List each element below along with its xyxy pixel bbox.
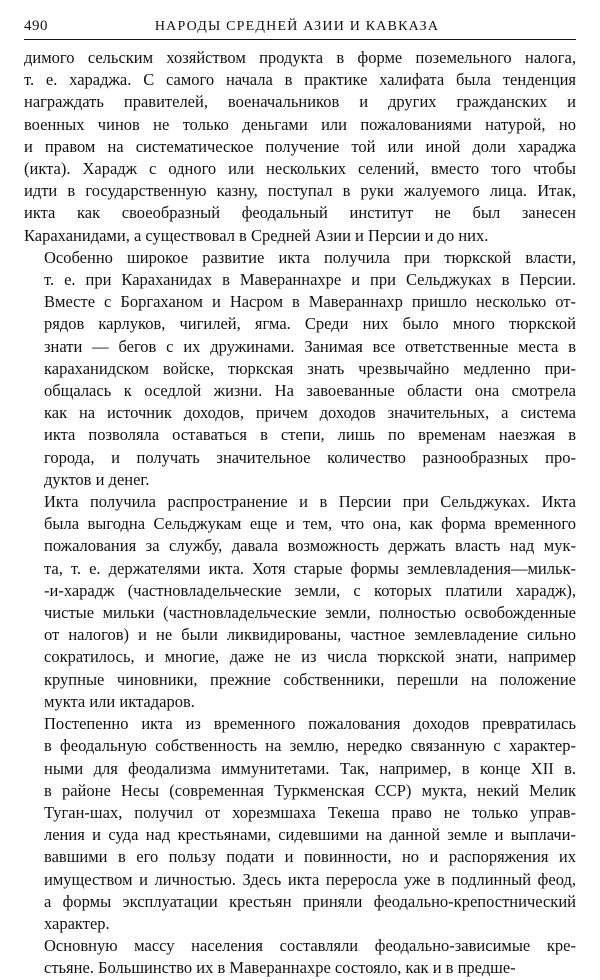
text-line: ления и суда над крестьянами, сидевшими на данной земле и выплачи- bbox=[44, 825, 576, 845]
text-line: Икта получила распространение и в Персии при Сельджуках. Икта bbox=[44, 492, 576, 512]
text-line: имуществом и личностью. Здесь икта переросла уже в подлинный феод, bbox=[44, 869, 576, 889]
text-line: а формы эксплуатации крестьян приняли феодально-крепостнический bbox=[44, 891, 576, 911]
text-line: икта позволяла оставаться в степи, лишь по временам наезжая в bbox=[44, 425, 576, 445]
text-line: ными для феодализма иммунитетами. Так, например, в конце XII в. bbox=[44, 758, 576, 778]
book-page bbox=[24, 14, 576, 978]
text-line: была выгодна Сельджукам еще и тем, что она, как форма временного bbox=[44, 514, 576, 534]
text-line: Особенно широкое развитие икта получила при тюркской власти, bbox=[44, 247, 576, 267]
paragraph bbox=[24, 491, 576, 713]
text-line: Вместе с Боргаханом и Насром в Мавераннахр пришло несколько от- bbox=[44, 292, 576, 312]
text-line: крупные чиновники, прежние собственники, перешли на положение bbox=[44, 669, 576, 689]
text-line: икта как своеобразный феодальный институт не был занесен bbox=[24, 203, 576, 223]
text-line: вавшими в его пользу подати и повинности, но и распоряжения их bbox=[44, 847, 576, 867]
text-line: Постепенно икта из временного пожалования доходов превратилась bbox=[44, 714, 576, 734]
text-line: караханидском войске, тюркская знать чрезвычайно медленно при- bbox=[44, 358, 576, 378]
text-line: как на источник доходов, причем доходов значительных, а система bbox=[44, 403, 576, 423]
paragraph bbox=[24, 247, 576, 491]
text-line: в феодальную собственность на землю, нередко связанную с характер- bbox=[44, 736, 576, 756]
text-line: сократилось, и многие, даже не из числа тюркской знати, например bbox=[44, 647, 576, 667]
text-line: города, и получать значительное количество разнообразных про- bbox=[44, 447, 576, 467]
paragraph bbox=[24, 47, 576, 247]
body-text bbox=[24, 47, 576, 980]
page-number: 490 bbox=[24, 18, 48, 34]
paragraph bbox=[24, 935, 576, 979]
text-line: в районе Несы (современная Туркменская ССР) мукта, некий Мелик bbox=[44, 780, 576, 800]
text-line: от налогов) и не были ликвидированы, частное землевладение сильно bbox=[44, 625, 576, 645]
text-line: Основную массу населения составляли феодально-зависимые кре- bbox=[44, 936, 576, 956]
text-line: пожалования за службу, давала возможность держать власть над мук- bbox=[44, 536, 576, 556]
text-line: знати — бегов с их дружинами. Занимая все ответственные места в bbox=[44, 336, 576, 356]
text-line: т. е. при Караханидах в Мавераннахре и при Сельджуках в Персии. bbox=[44, 270, 576, 290]
text-line: военных чинов не только деньгами или пожалованиями натурой, но bbox=[24, 114, 576, 134]
text-line: награждать правителей, военачальников и других гражданских и bbox=[24, 92, 576, 112]
text-line: (икта). Харадж с одного или нескольких селений, вместо того чтобы bbox=[24, 159, 576, 179]
text-line: -и-харадж (частновладельческие земли, с которых платили харадж), bbox=[44, 580, 576, 600]
text-line: характер. bbox=[44, 913, 110, 933]
page-header bbox=[24, 14, 576, 40]
text-line: т. е. хараджа. С самого начала в практике халифата была тенденция bbox=[24, 70, 576, 90]
text-line: Туган-шах, получил от хорезмшаха Текеша право не только управ- bbox=[44, 802, 576, 822]
text-line: димого сельским хозяйством продукта в форме поземельного налога, bbox=[24, 48, 576, 67]
running-title: НАРОДЫ СРЕДНЕЙ АЗИИ И КАВКАЗА bbox=[154, 19, 440, 34]
text-line: общалась к оседлой жизни. На завоеванные области она смотрела bbox=[44, 381, 576, 401]
paragraph bbox=[24, 713, 576, 935]
text-line: чистые мильки (частновладельческие земли, полностью освобожденные bbox=[44, 603, 576, 623]
text-line: мукта или иктадаров. bbox=[44, 691, 195, 711]
text-line: Караханидами, а существовал в Средней Азии и Персии и до них. bbox=[24, 225, 489, 245]
text-line: и правом на систематическое получение той или иной доли хараджа bbox=[24, 136, 576, 156]
text-line: рядов карлуков, чигилей, ягма. Среди них было много тюркской bbox=[44, 314, 576, 334]
text-line: стьяне. Большинство их в Мавераннахре состояло, как и в предше- bbox=[44, 958, 516, 978]
text-line: дуктов и денег. bbox=[44, 469, 150, 489]
text-line: идти в государственную казну, поступал в руки жалуемого лица. Итак, bbox=[24, 181, 576, 201]
text-line: та, т. е. держателями икта. Хотя старые формы землевладения—мильк- bbox=[44, 558, 576, 578]
